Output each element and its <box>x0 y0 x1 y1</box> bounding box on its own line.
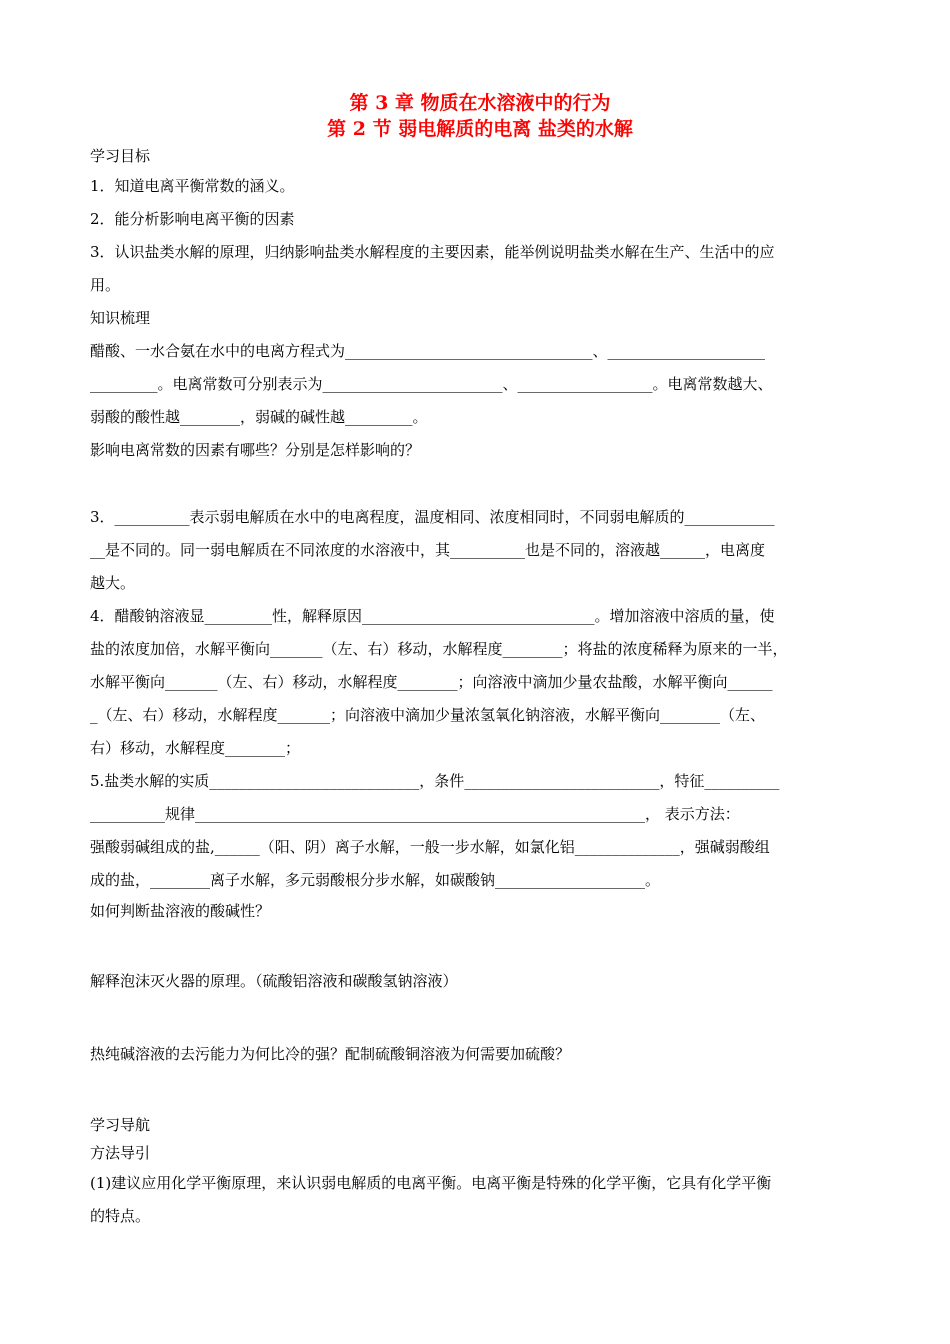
goal-item: 2．能分析影响电离平衡的因素 <box>90 210 295 228</box>
item4-line: 水解平衡向_______（左、右）移动，水解程度________；向溶液中滴加少量农盐酸，水解平衡向______ <box>90 673 773 691</box>
guide-line: 的特点。 <box>90 1207 151 1225</box>
knowledge-line: 弱酸的酸性越________，弱碱的碱性越_________。 <box>90 408 428 426</box>
item3-line: 3．__________表示弱电解质在水中的电离程度，温度相同、浓度相同时，不同弱电解质的____________ <box>90 508 775 526</box>
question-soda-copper-sulfate: 热纯碱溶液的去污能力为何比冷的强？配制硫酸铜溶液为何需要加硫酸？ <box>90 1045 571 1063</box>
goal-item: 3．认识盐类水解的原理，归纳影响盐类水解程度的主要因素，能举例说明盐类水解在生产、生活中的应 <box>90 243 775 261</box>
answer-space <box>90 998 870 1038</box>
item4-line: 4．醋酸钠溶液显_________性，解释原因_______________________________。增加溶液中溶质的量，使 <box>90 607 775 625</box>
item3-line: 越大。 <box>90 574 136 592</box>
answer-space <box>90 1071 870 1111</box>
question-foam-extinguisher: 解释泡沫灭火器的原理。（硫酸铝溶液和碳酸氢钠溶液） <box>90 972 458 990</box>
knowledge-line: _________。电离常数可分别表示为________________________、__________________。电离常数越大、 <box>90 375 773 393</box>
item4-line: _（左、右）移动，水解程度_______；向溶液中滴加少量浓氢氧化钠溶液，水解平衡向________（左、 <box>90 706 766 724</box>
goals-heading: 学习目标 <box>90 147 151 165</box>
question-acidity: 如何判断盐溶液的酸碱性？ <box>90 902 271 920</box>
item4-line: 右）移动，水解程度________； <box>90 739 301 757</box>
answer-space <box>90 467 870 501</box>
guide-line: (1)建议应用化学平衡原理，来认识弱电解质的电离平衡。电离平衡是特殊的化学平衡，它具有化学平衡 <box>90 1174 772 1192</box>
item3-line: __是不同的。同一弱电解质在不同浓度的水溶液中，其__________也是不同的，溶液越______，电离度 <box>90 541 766 559</box>
knowledge-question: 影响电离常数的因素有哪些？分别是怎样影响的？ <box>90 441 421 459</box>
chapter-title: 第 3 章 物质在水溶液中的行为 <box>349 92 611 114</box>
goal-item: 1．知道电离平衡常数的涵义。 <box>90 177 295 195</box>
item4-line: 盐的浓度加倍，水解平衡向_______（左、右）移动，水解程度________；将盐的浓度稀释为原来的一半， <box>90 640 788 658</box>
item5-line: 成的盐，________离子水解，多元弱酸根分步水解，如碳酸钠____________________。 <box>90 871 661 889</box>
knowledge-line: 醋酸、一水合氨在水中的电离方程式为_________________________________、_____________________ <box>90 342 766 360</box>
item5-line: 强酸弱碱组成的盐,______（阳、阴）离子水解，一般一步水解，如氯化铝______________，强碱弱酸组 <box>90 838 770 856</box>
knowledge-heading: 知识梳理 <box>90 309 151 327</box>
document-page <box>90 90 870 1233</box>
method-heading: 方法导引 <box>90 1144 151 1162</box>
guide-heading: 学习导航 <box>90 1116 151 1134</box>
answer-space <box>90 925 870 965</box>
goal-item-continuation: 用。 <box>90 276 121 294</box>
section-title: 第 2 节 弱电解质的电离 盐类的水解 <box>327 118 633 140</box>
item5-line: 5.盐类水解的实质____________________________，条件__________________________，特征__________ <box>90 772 780 790</box>
item5-line: __________规律____________________________________________________________， 表示方法： <box>90 805 740 823</box>
